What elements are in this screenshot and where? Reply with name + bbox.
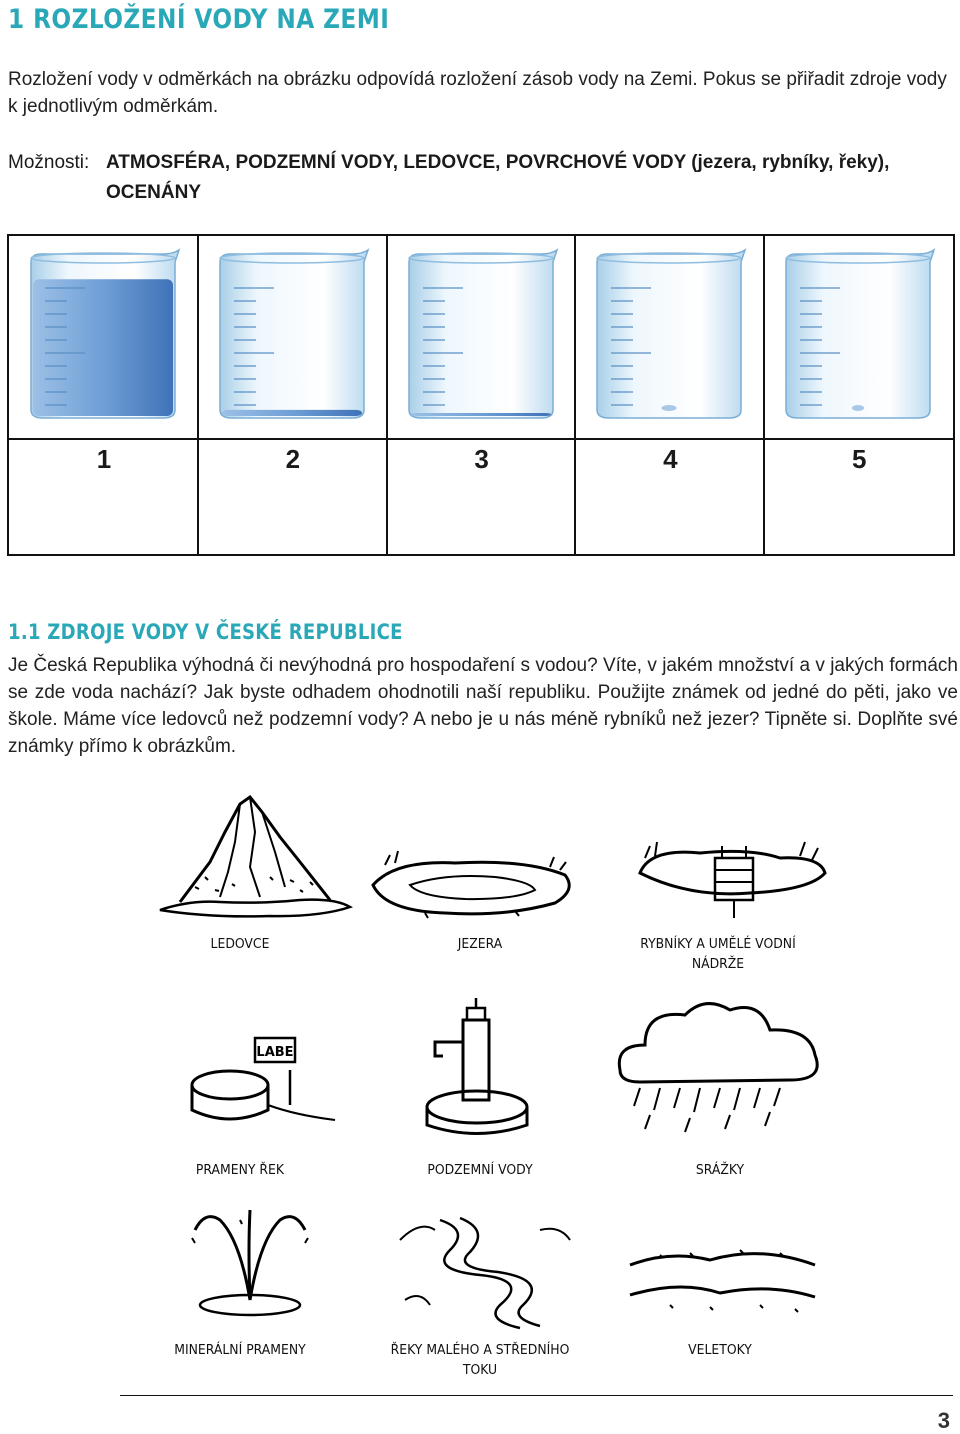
beaker-column-2 — [198, 236, 388, 554]
water-level — [222, 410, 362, 416]
answer-cell[interactable] — [9, 482, 199, 552]
answer-cell[interactable] — [198, 482, 388, 552]
fountain-icon — [180, 1200, 320, 1325]
column-divider — [763, 236, 765, 554]
beaker-2 — [212, 248, 372, 430]
water-level — [662, 405, 677, 411]
answer-cell[interactable] — [387, 482, 577, 552]
beaker-column-3 — [387, 236, 577, 554]
beaker-number: 5 — [851, 444, 867, 474]
caption-veletoky: VELETOKY — [688, 1342, 752, 1358]
glacier-mountain-icon — [150, 792, 360, 922]
beaker-number: 1 — [96, 444, 112, 474]
water-level — [852, 405, 864, 411]
winding-river-icon — [390, 1210, 580, 1330]
beaker-column-5 — [764, 236, 954, 554]
options-block — [8, 148, 958, 208]
caption-ledovce: LEDOVCE — [210, 936, 270, 952]
beaker-3 — [401, 248, 561, 430]
beaker-5 — [778, 248, 938, 430]
caption-rybniky: RYBNÍKY A UMĚLÉ VODNÍ NÁDRŽE — [640, 936, 796, 972]
column-divider — [197, 236, 199, 554]
labe-sign: LABE — [256, 1045, 294, 1060]
beaker-table — [7, 234, 955, 556]
beaker-number: 3 — [474, 444, 489, 474]
column-divider — [386, 236, 388, 554]
water-pump-icon — [415, 992, 545, 1142]
water-level — [411, 413, 551, 416]
footer-rule — [120, 1395, 953, 1396]
beaker-number: 4 — [663, 444, 678, 474]
caption-srazky: SRÁŽKY — [695, 1162, 745, 1178]
page-number: 3 — [937, 1408, 950, 1433]
answer-cell[interactable] — [575, 482, 765, 552]
options-values: ATMOSFÉRA, PODZEMNÍ VODY, LEDOVCE, POVRCHOVÉ VODY (jezera, rybníky, řeky), OCENÁNY — [106, 152, 890, 203]
caption-prameny-rek: PRAMENY ŘEK — [195, 1162, 285, 1178]
water-level — [33, 279, 173, 416]
caption-podzemni-vody: PODZEMNÍ VODY — [427, 1162, 533, 1178]
beaker-column-1 — [9, 236, 199, 554]
section-text: Je Česká Republika výhodná či nevýhodná pro hospodaření s vodou? Víte, v jakém množství a v jakých formách se zde voda nachází? Jak byste odhadem ohodnotili naší republiku. Použijte známek od jedné do pěti, jako ve škole. Máme více ledovců než podzemní vody? A nebo je u nás méně rybníků než jezer? Tipněte si. Doplňte své známky přímo k obrázkům. — [8, 655, 958, 757]
beaker-1 — [23, 248, 183, 430]
beaker-4 — [589, 248, 749, 430]
options-label: Možnosti: — [8, 152, 90, 173]
caption-reky: ŘEKY MALÉHO A STŘEDNÍHO TOKU — [390, 1342, 570, 1378]
answer-cell[interactable] — [764, 482, 954, 552]
beaker-number: 2 — [285, 444, 301, 474]
section-heading: 1.1 ZDROJE VODY V ČESKÉ REPUBLICE — [8, 620, 403, 644]
rain-cloud-icon — [610, 990, 830, 1140]
column-divider — [574, 236, 576, 554]
pond-icon — [630, 828, 830, 923]
caption-jezera: JEZERA — [457, 936, 503, 952]
beaker-column-4 — [575, 236, 765, 554]
river-spring-icon — [185, 1030, 350, 1140]
intro-text: Rozložení vody v odměrkách na obrázku odpovídá rozložení zásob vody na Zemi. Pokus se přiřadit zdroje vody k jednotlivým odměrkám. — [8, 69, 947, 117]
lake-icon — [365, 845, 580, 920]
large-river-icon — [620, 1225, 820, 1325]
page-heading: 1 ROZLOŽENÍ VODY NA ZEMI — [8, 4, 390, 35]
caption-mineralni-prameny: MINERÁLNÍ PRAMENY — [174, 1342, 306, 1358]
